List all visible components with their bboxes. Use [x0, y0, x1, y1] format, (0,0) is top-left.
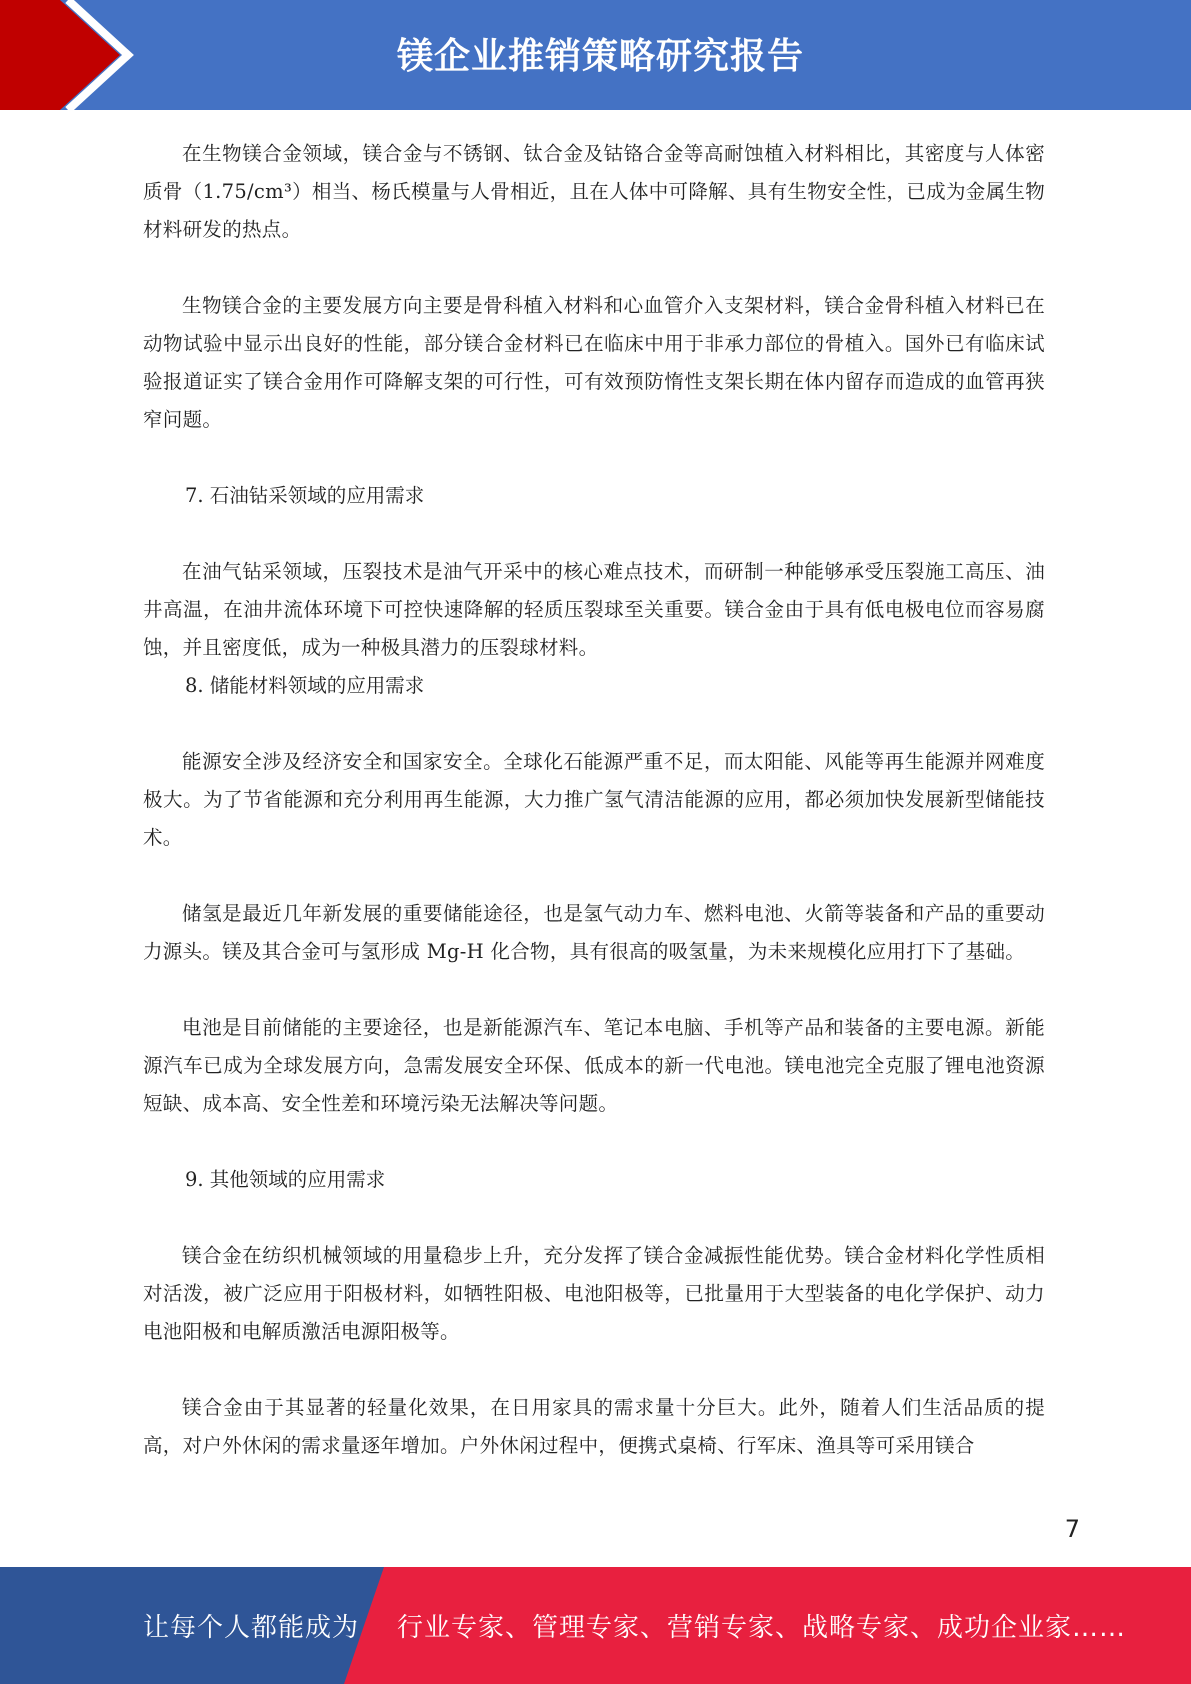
paragraph-energy-security: 能源安全涉及经济安全和国家安全。全球化石能源严重不足，而太阳能、风能等再生能源并网难度极大。为了节省能源和充分利用再生能源，大力推广氢气清洁能源的应用，都必须加快发展新型储能技术。	[143, 750, 1045, 849]
paragraph-textile-anode: 镁合金在纺织机械领域的用量稳步上升，充分发挥了镁合金减振性能优势。镁合金材料化学性质相对活泼，被广泛应用于阳极材料，如牺牲阳极、电池阳极等，已批量用于大型装备的电化学保护、动力电池阳极和电解质激活电源阳极等。	[143, 1244, 1045, 1343]
paragraph-hydrogen-storage: 储氢是最近几年新发展的重要储能途径，也是氢气动力车、燃料电池、火箭等装备和产品的重要动力源头。镁及其合金可与氢形成 Mg-H 化合物，具有很高的吸氢量，为未来规模化应用打下了基础。	[143, 902, 1045, 963]
report-title: 镁企业推销策略研究报告	[396, 36, 804, 77]
paragraph-oil-drilling: 在油气钻采领域，压裂技术是油气开采中的核心难点技术，而研制一种能够承受压裂施工高压、油井高温，在油井流体环境下可控快速降解的轻质压裂球至关重要。镁合金由于具有低电极电位而容易腐蚀，并且密度低，成为一种极具潜力的压裂球材料。	[143, 560, 1045, 659]
section-heading-9: 9. 其他领域的应用需求	[185, 1168, 386, 1191]
paragraph-bio-applications: 生物镁合金的主要发展方向主要是骨科植入材料和心血管介入支架材料，镁合金骨科植入材料已在动物试验中显示出良好的性能，部分镁合金材料已在临床中用于非承力部位的骨植入。国外已有临床试验报道证实了镁合金用作可降解支架的可行性，可有效预防惰性支架长期在体内留存而造成的血管再狭窄问题。	[143, 294, 1045, 431]
section-heading-7: 7. 石油钻采领域的应用需求	[185, 484, 425, 507]
paragraph-furniture-outdoor: 镁合金由于其显著的轻量化效果，在日用家具的需求量十分巨大。此外，随着人们生活品质的提高，对户外休闲的需求量逐年增加。户外休闲过程中，便携式桌椅、行军床、渔具等可采用镁合	[143, 1396, 1045, 1457]
page-header	[0, 0, 1191, 110]
page-number: 7	[1064, 1515, 1080, 1543]
footer-slogan-left: 让每个人都能成为	[143, 1613, 360, 1643]
page-footer	[0, 1567, 1191, 1684]
footer-slogan-right: 行业专家、管理专家、营销专家、战略专家、成功企业家……	[397, 1613, 1127, 1643]
paragraph-bio-magnesium: 在生物镁合金领域，镁合金与不锈钢、钛合金及钴铬合金等高耐蚀植入材料相比，其密度与人体密质骨（1.75/cm³）相当、杨氏模量与人骨相近，且在人体中可降解、具有生物安全性，已成为金属生物材料研发的热点。	[143, 142, 1045, 241]
section-heading-8: 8. 储能材料领域的应用需求	[185, 674, 425, 697]
document-body	[143, 135, 1045, 1465]
paragraph-battery: 电池是目前储能的主要途径，也是新能源汽车、笔记本电脑、手机等产品和装备的主要电源。新能源汽车已成为全球发展方向，急需发展安全环保、低成本的新一代电池。镁电池完全克服了锂电池资源短缺、成本高、安全性差和环境污染无法解决等问题。	[143, 1016, 1045, 1115]
